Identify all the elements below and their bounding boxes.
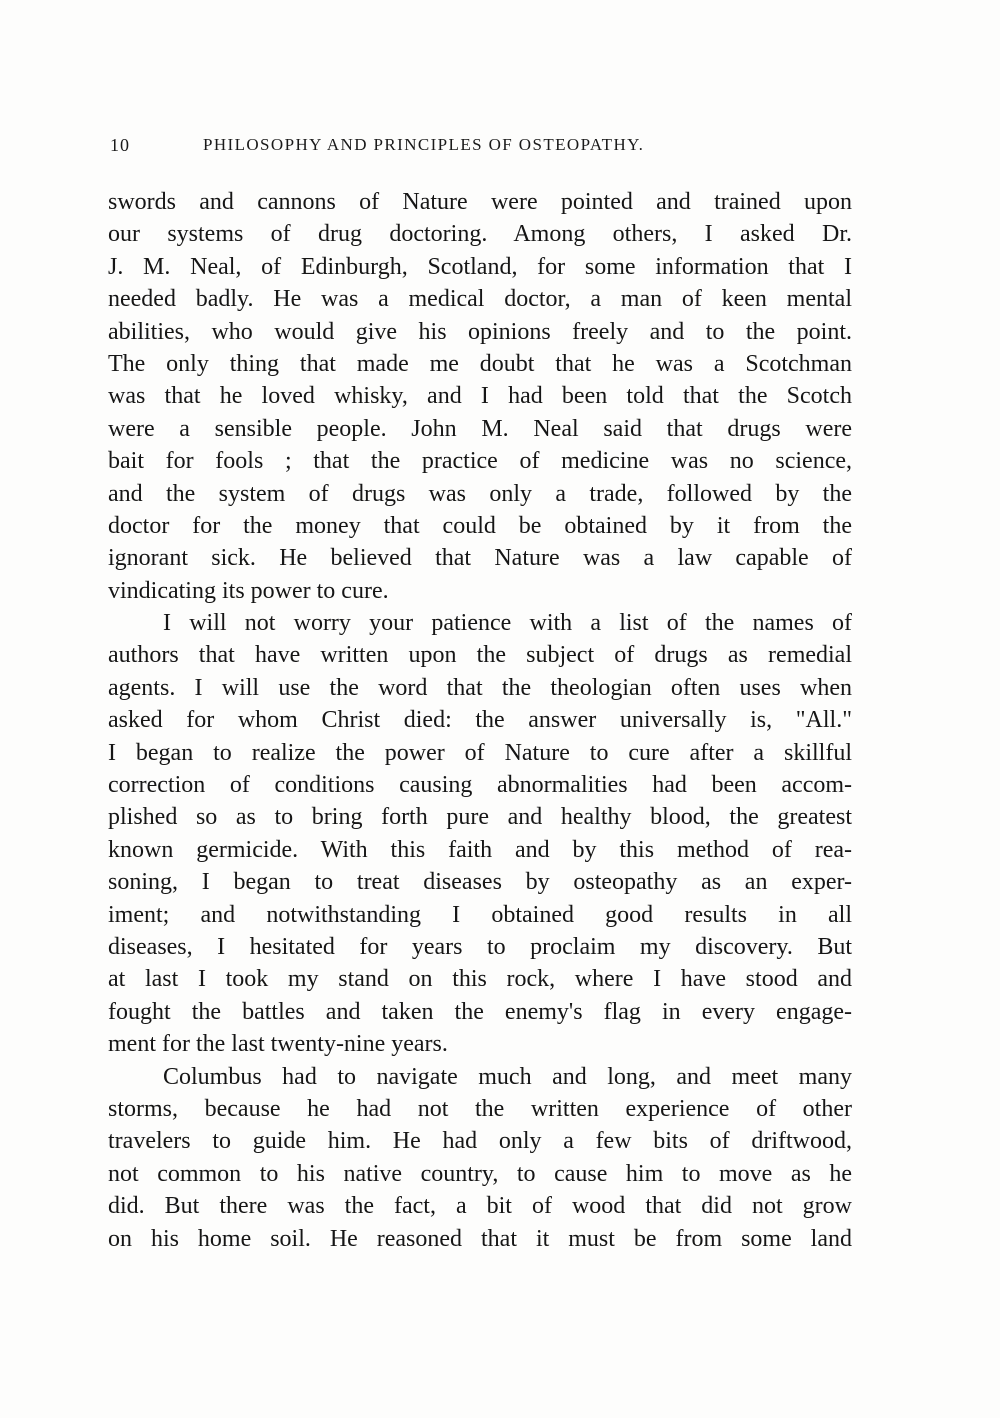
text-line: was that he loved whisky, and I had been told that the Scotch <box>108 383 852 410</box>
running-title: PHILOSOPHY AND PRINCIPLES OF OSTEOPATHY. <box>203 135 645 154</box>
paragraph <box>108 186 852 607</box>
text-line: I began to realize the power of Nature to cure after a skillful <box>108 739 852 766</box>
page-number: 10 <box>110 135 130 155</box>
body-text <box>108 186 852 1255</box>
paragraph <box>108 607 852 1060</box>
text-line: did. But there was the fact, a bit of wood that did not grow <box>108 1193 852 1220</box>
paragraph <box>108 1061 852 1255</box>
text-line: not common to his native country, to cause him to move as he <box>108 1160 852 1187</box>
text-line: abilities, who would give his opinions freely and to the point. <box>108 318 852 345</box>
text-line: travelers to guide him. He had only a few bits of driftwood, <box>108 1128 852 1155</box>
text-line: our systems of drug doctoring. Among others, I asked Dr. <box>108 221 852 248</box>
text-line: agents. I will use the word that the theologian often uses when <box>108 674 852 701</box>
text-line: bait for fools ; that the practice of medicine was no science, <box>108 448 852 475</box>
text-line: J. M. Neal, of Edinburgh, Scotland, for some information that I <box>108 253 852 280</box>
text-line: and the system of drugs was only a trade, followed by the <box>108 480 852 507</box>
text-line: vindicating its power to cure. <box>108 577 389 604</box>
text-line: storms, because he had not the written experience of other <box>108 1095 852 1122</box>
text-line: ment for the last twenty-nine years. <box>108 1031 448 1058</box>
text-line: fought the battles and taken the enemy's flag in every engage- <box>108 998 852 1025</box>
text-line: at last I took my stand on this rock, where I have stood and <box>108 966 852 993</box>
text-line: The only thing that made me doubt that he was a Scotchman <box>108 350 852 377</box>
text-line: Columbus had to navigate much and long, and meet many <box>163 1063 852 1090</box>
text-line: needed badly. He was a medical doctor, a man of keen mental <box>108 286 852 313</box>
text-line: known germicide. With this faith and by this method of rea- <box>108 836 852 863</box>
page-header <box>110 135 855 159</box>
text-line: soning, I began to treat diseases by osteopathy as an exper- <box>108 869 852 896</box>
text-line: plished so as to bring forth pure and healthy blood, the greatest <box>108 804 852 831</box>
text-line: ignorant sick. He believed that Nature was a law capable of <box>108 545 852 572</box>
text-line: asked for whom Christ died: the answer universally is, "All." <box>108 707 852 734</box>
text-line: iment; and notwithstanding I obtained good results in all <box>108 901 852 928</box>
text-line: I will not worry your patience with a list of the names of <box>163 610 852 637</box>
text-line: on his home soil. He reasoned that it must be from some land <box>108 1225 852 1252</box>
text-line: correction of conditions causing abnormalities had been accom- <box>108 772 852 799</box>
text-line: diseases, I hesitated for years to proclaim my discovery. But <box>108 933 852 960</box>
text-line: were a sensible people. John M. Neal said that drugs were <box>108 415 852 442</box>
text-line: doctor for the money that could be obtained by it from the <box>108 512 852 539</box>
text-line: swords and cannons of Nature were pointed and trained upon <box>108 189 852 215</box>
text-line: authors that have written upon the subject of drugs as remedial <box>108 642 852 669</box>
